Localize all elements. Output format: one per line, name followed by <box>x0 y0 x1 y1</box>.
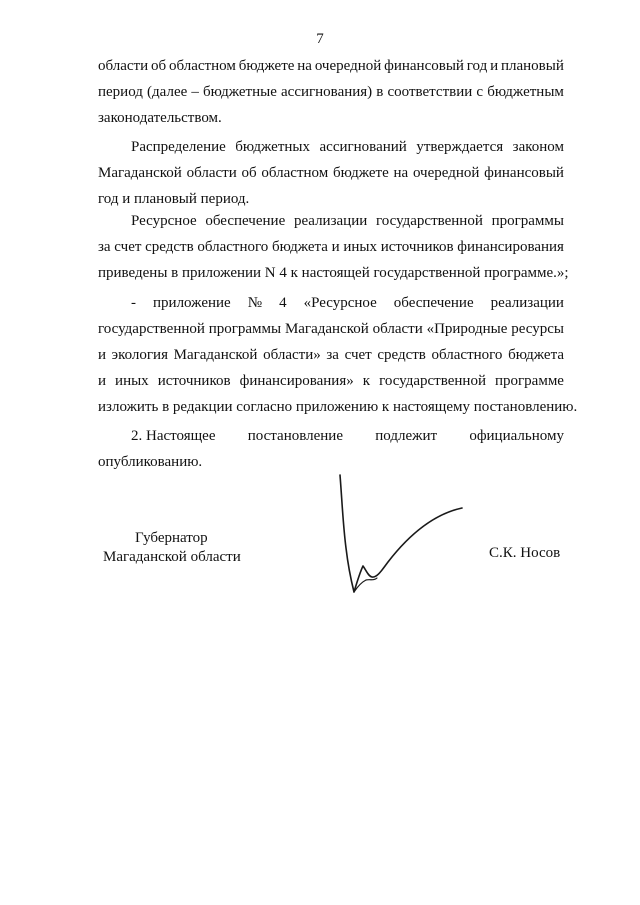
word: на <box>297 58 312 74</box>
paragraph-1 <box>98 53 564 131</box>
paragraph-4-line-4 <box>98 368 564 394</box>
word: и <box>98 347 107 363</box>
paragraph-2-line-3: год и плановый период. <box>98 191 250 207</box>
word: к <box>362 373 371 389</box>
paragraph-5-line-1 <box>98 423 564 449</box>
word: соответствии <box>387 84 473 100</box>
word: - <box>131 295 136 311</box>
word: программы <box>491 213 564 229</box>
signatory-name: С.К. Носов <box>489 545 561 561</box>
word: программы <box>208 321 282 337</box>
word: законом <box>512 139 564 155</box>
word: бюджетным <box>487 84 564 100</box>
word: государственной <box>375 213 483 229</box>
word: областного <box>431 347 503 363</box>
word: экология <box>111 347 168 363</box>
word: счет <box>114 239 142 255</box>
word: области <box>186 165 237 181</box>
word: Распределение <box>131 139 226 155</box>
word: государственной <box>98 321 205 337</box>
word: период <box>98 84 143 100</box>
word: утверждается <box>416 139 504 155</box>
word: источников <box>380 239 454 255</box>
word: Магаданской <box>284 321 369 337</box>
paragraph-5 <box>98 423 564 475</box>
word: области <box>98 58 149 74</box>
word: 2. Настоящее <box>131 428 216 444</box>
word: реализации <box>490 295 564 311</box>
word: бюджетных <box>235 139 310 155</box>
word: за <box>98 239 111 255</box>
paragraph-4-line-5: изложить в редакции согласно приложению к настоящему постановлению. <box>98 399 578 415</box>
word: и <box>331 239 340 255</box>
word: за <box>326 347 339 363</box>
handwritten-signature <box>330 470 470 600</box>
word: государственной <box>379 373 486 389</box>
word: бюджетные <box>203 84 277 100</box>
word: официальному <box>469 428 564 444</box>
word: областного <box>197 239 269 255</box>
word: и <box>490 58 499 74</box>
word: Магаданской <box>173 347 258 363</box>
paragraph-3-line-2 <box>98 234 564 260</box>
word: средств <box>145 239 194 255</box>
word: (далее <box>147 84 188 100</box>
signatory-title-line-1: Губернатор <box>135 530 208 546</box>
signatory-title-line-2: Магаданской области <box>103 549 241 565</box>
word: программе <box>494 373 564 389</box>
word: областном <box>168 58 236 74</box>
word: обеспечение <box>393 295 474 311</box>
paragraph-2 <box>98 134 564 212</box>
word: финансовый <box>384 58 464 74</box>
paragraph-1-line-2 <box>98 79 564 105</box>
word: бюджета <box>508 347 564 363</box>
word: год <box>466 58 488 74</box>
word: области» <box>263 347 321 363</box>
word: области <box>372 321 423 337</box>
word: постановление <box>247 428 343 444</box>
paragraph-4 <box>98 290 578 420</box>
word: очередной <box>314 58 382 74</box>
paragraph-4-line-1 <box>98 290 564 316</box>
word: очередной <box>412 165 480 181</box>
paragraph-3-line-1 <box>98 208 564 234</box>
word: источников <box>157 373 231 389</box>
word: иных <box>115 373 149 389</box>
word: счет <box>344 347 372 363</box>
paragraph-4-line-3 <box>98 342 564 368</box>
word: плановый <box>500 58 564 74</box>
paragraph-1-line-1 <box>98 53 564 79</box>
word: обеспечение <box>205 213 286 229</box>
word: финансирования» <box>239 373 354 389</box>
word: об <box>241 165 257 181</box>
word: с <box>476 84 484 100</box>
word: подлежит <box>375 428 438 444</box>
word: «Ресурсное <box>303 295 377 311</box>
word: приложение <box>153 295 231 311</box>
word: № <box>247 295 263 311</box>
paragraph-3-line-3: приведены в приложении N 4 к настоящей государственной программе.»; <box>98 265 569 281</box>
paragraph-2-line-1 <box>98 134 564 160</box>
word: средств <box>377 347 426 363</box>
word: Ресурсное <box>131 213 197 229</box>
word: об <box>151 58 167 74</box>
word: финансирования <box>457 239 564 255</box>
word: реализации <box>293 213 368 229</box>
word: 4 <box>279 295 287 311</box>
word: областном <box>261 165 329 181</box>
word: – <box>191 84 199 100</box>
word: Магаданской <box>98 165 182 181</box>
page-number: 7 <box>316 31 324 47</box>
word: ассигнований <box>319 139 407 155</box>
word: бюджета <box>272 239 328 255</box>
word: бюджете <box>238 58 295 74</box>
word: «Природные <box>426 321 508 337</box>
paragraph-2-line-2 <box>98 160 564 186</box>
word: ассигнования) <box>281 84 373 100</box>
paragraph-1-line-3: законодательством. <box>98 110 222 126</box>
paragraph-4-line-2 <box>98 316 564 342</box>
paragraph-3 <box>98 208 569 286</box>
paragraph-5-line-2: опубликованию. <box>98 454 203 470</box>
word: финансовый <box>484 165 564 181</box>
word: бюджете <box>333 165 389 181</box>
word: иных <box>343 239 378 255</box>
word: и <box>98 373 107 389</box>
word: ресурсы <box>511 321 564 337</box>
word: на <box>393 165 409 181</box>
word: в <box>376 84 384 100</box>
